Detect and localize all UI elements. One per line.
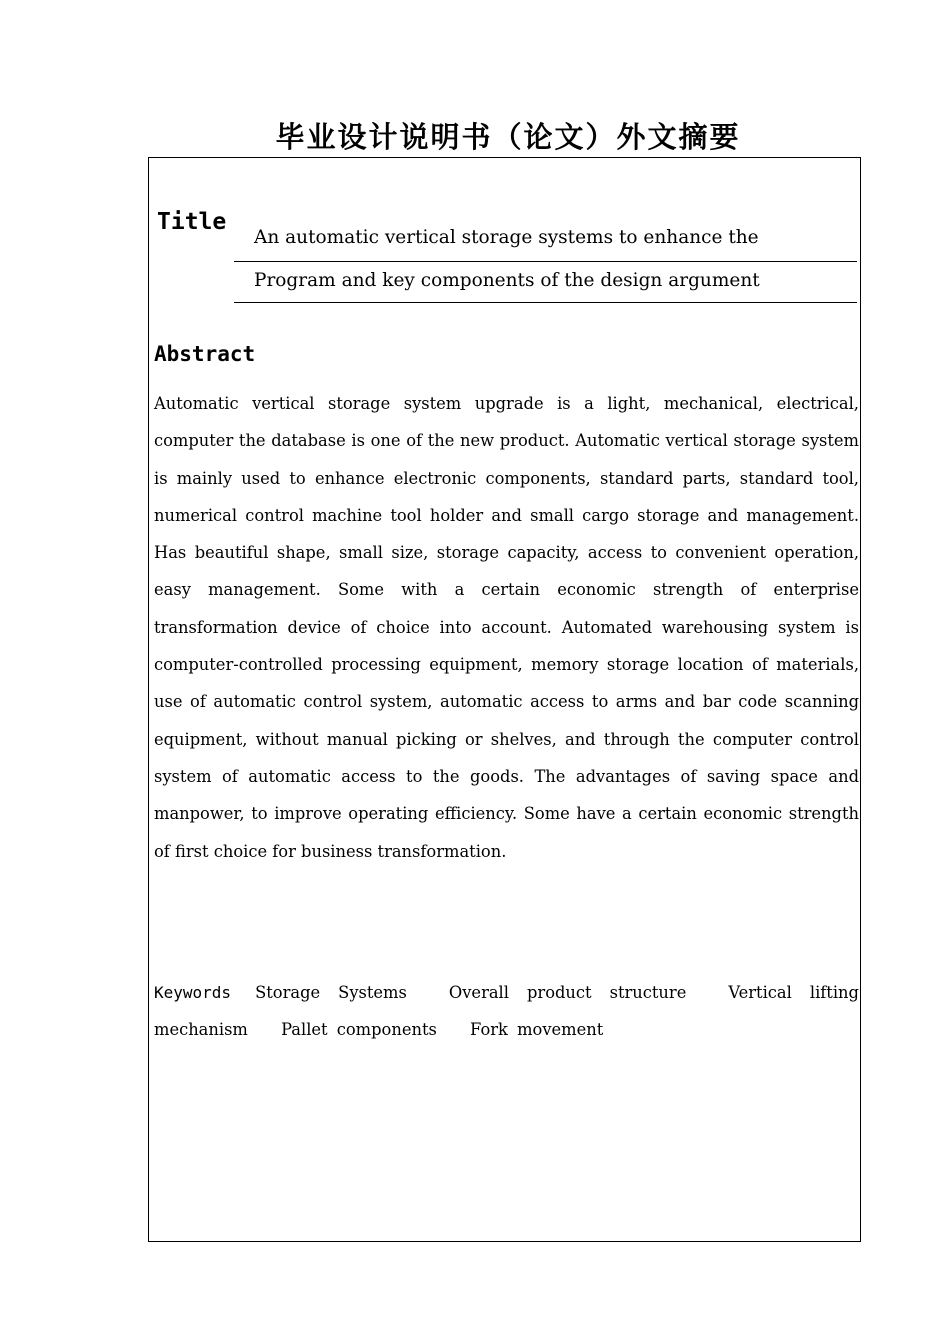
keywords-section [154,974,859,1049]
title-line-1: An automatic vertical storage systems to enhance the [234,222,857,262]
keywords-label: Keywords [154,983,232,1002]
keyword-item: Overall product structure [448,983,687,1002]
title-label: Title [157,209,227,235]
keyword-item: Vertical lifting mechanism [154,983,859,1040]
title-line-2: Program and key components of the design argument [234,263,857,303]
page-title: 毕业设计说明书（论文）外文摘要 [275,120,741,154]
keyword-item: Pallet components [281,1020,437,1040]
abstract-heading: Abstract [154,342,256,366]
keyword-item: Storage Systems [255,983,407,1002]
keyword-item: Fork movement [470,1020,604,1040]
abstract-text: Automatic vertical storage system upgrade is a light, mechanical, electrical, computer the database is one of the new product. Automatic vertical storage system is mainly used to enhance electronic components, standard parts, standard tool, numerical control machine tool holder and small cargo storage and management. Has beautiful shape, small size, storage capacity, access to convenient operation, easy management. Some with a certain economic strength of enterprise transformation device of choice into account. Automated warehousing system is computer-controlled processing equipment, memory storage location of materials, use of automatic control system, automatic access to arms and bar code scanning equipment, without manual picking or shelves, and through the computer control system of automatic access to the goods. The advantages of saving space and manpower, to improve operating efficiency. Some have a certain economic strength of first choice for business transformation. [154,394,859,861]
